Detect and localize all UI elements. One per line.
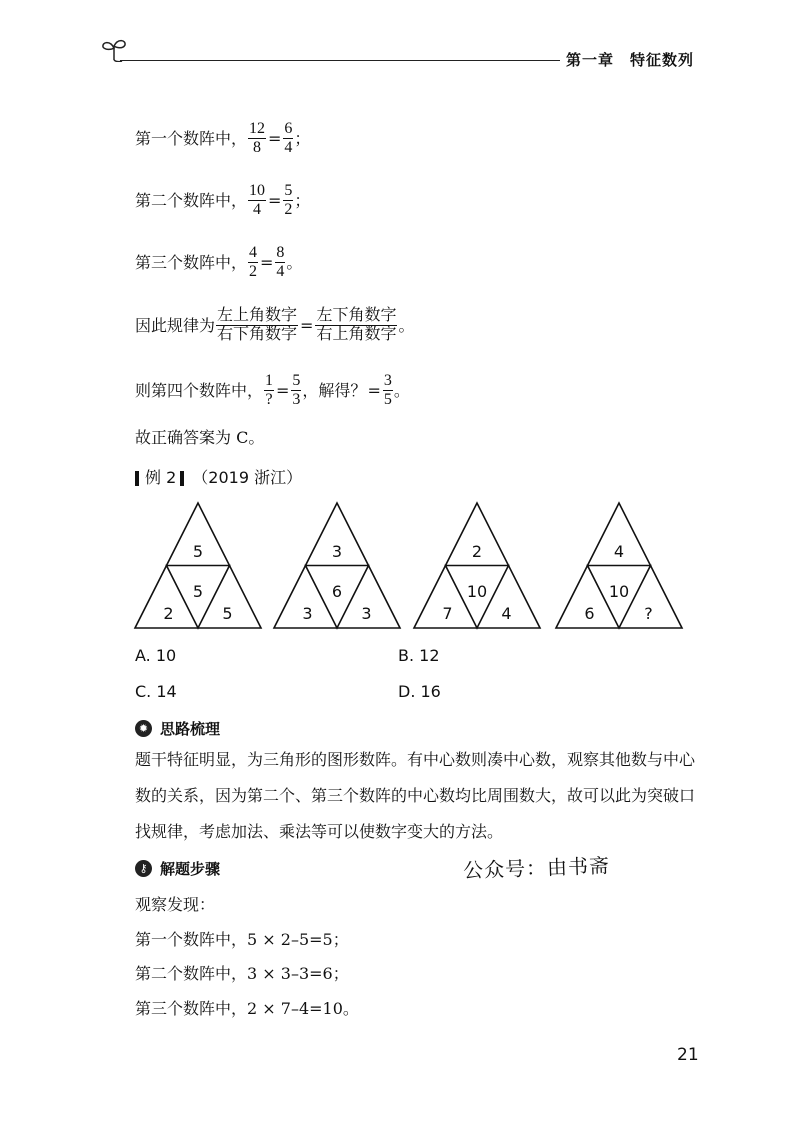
- fourth-line: 则第四个数阵中， $\frac{1}{?}$ = $\frac{5}{3}$ ，解得？ = $\frac{3}{5}$ 。: [135, 372, 410, 408]
- triangle-figure-3: [412, 501, 542, 630]
- answer-line: 故正确答案为 C。: [135, 428, 265, 447]
- triangle-figure-1: [133, 501, 263, 630]
- triangle-right-number: 4: [501, 604, 512, 623]
- rule-line: 因此规律为 $\frac{\text{左上角数字}}{\text{右下角数字}}$ = $\frac{\text{左下角数字}}{\text{右上角数字}}$ 。: [135, 307, 415, 343]
- steps-line-2: 第二个数阵中，3 × 3–3=6；: [135, 964, 349, 983]
- fraction: $\frac{\text{左下角数字}}{\text{右上角数字}}$: [316, 307, 397, 343]
- header-rule: [120, 60, 560, 61]
- handwritten-note: 公众号：由书斋: [462, 853, 611, 883]
- fraction: $\frac{6}{4}$: [284, 120, 293, 156]
- fraction: $\frac{1}{?}$: [265, 372, 274, 408]
- fraction: $\frac{5}{2}$: [284, 182, 293, 218]
- triangle-left-number: 3: [302, 604, 313, 623]
- line-prefix: 第一个数阵中，: [135, 128, 248, 148]
- triangle-top-number: 5: [192, 542, 204, 561]
- page-number: 21: [677, 1045, 699, 1065]
- fraction: $\frac{12}{8}$: [249, 120, 266, 156]
- thinking-title: ✹ 思路梳理: [135, 718, 220, 739]
- line-prefix: 第二个数阵中，: [135, 190, 248, 210]
- fraction: $\frac{\text{左上角数字}}{\text{右下角数字}}$: [217, 307, 298, 343]
- steps-line-1: 第一个数阵中，5 × 2–5=5；: [135, 930, 349, 949]
- triangle-right-number: ?: [644, 604, 653, 623]
- fraction: $\frac{8}{4}$: [276, 244, 285, 280]
- fraction: $\frac{5}{3}$: [292, 372, 301, 408]
- fraction: $\frac{3}{5}$: [383, 372, 392, 408]
- triangle-top-number: 4: [613, 542, 625, 561]
- sprout-icon: [100, 36, 128, 62]
- thinking-paragraph: 题干特征明显，为三角形的图形数阵。有中心数则凑中心数，观察其他数与中心数的关系，因为第二个、第三个数阵的中心数均比周围数大，故可以此为突破口找规律，考虑加法、乘法等可以使数字变大的方法。: [135, 750, 696, 841]
- triangle-top-number: 3: [331, 542, 343, 561]
- triangle-figure-2: [272, 501, 402, 630]
- steps-title: ⚷ 解题步骤: [135, 858, 220, 879]
- fraction: $\frac{4}{2}$: [249, 244, 258, 280]
- steps-line-3: 第三个数阵中，2 × 7–4=10。: [135, 999, 359, 1018]
- analysis-line-2: 第二个数阵中， $\frac{10}{4}$ = $\frac{5}{2}$ ；: [135, 182, 311, 218]
- steps-observe: 观察发现：: [135, 895, 216, 914]
- fraction: $\frac{10}{4}$: [249, 182, 266, 218]
- option-b[interactable]: B. 12: [398, 646, 440, 665]
- example-heading: [135, 468, 302, 488]
- option-d[interactable]: D. 16: [398, 682, 441, 701]
- triangle-center-number: 10: [466, 582, 488, 601]
- triangle-top-number: 2: [471, 542, 483, 561]
- example-source: （2019 浙江）: [192, 468, 303, 487]
- triangle-right-number: 5: [222, 604, 233, 623]
- triangle-center-number: 10: [608, 582, 630, 601]
- triangle-left-number: 7: [442, 604, 453, 623]
- triangle-figure-4: [554, 501, 684, 630]
- triangle-center-number: 6: [331, 582, 343, 601]
- key-icon: ⚷: [135, 860, 152, 877]
- triangle-center-number: 5: [192, 582, 204, 601]
- gear-icon: ✹: [135, 720, 152, 737]
- option-a[interactable]: A. 10: [135, 646, 177, 665]
- analysis-line-3: 第三个数阵中， $\frac{4}{2}$ = $\frac{8}{4}$ 。: [135, 244, 303, 280]
- analysis-line-1: 第一个数阵中， $\frac{12}{8}$ = $\frac{6}{4}$ ；: [135, 120, 311, 156]
- example-bar-right: [180, 471, 184, 486]
- triangle-left-number: 2: [163, 604, 174, 623]
- line-prefix: 第三个数阵中，: [135, 252, 248, 272]
- triangle-left-number: 6: [584, 604, 595, 623]
- triangle-right-number: 3: [361, 604, 372, 623]
- chapter-title: 第一章 特征数列: [566, 51, 695, 69]
- option-c[interactable]: C. 14: [135, 682, 177, 701]
- example-bar-left: [135, 471, 139, 486]
- example-label: 例 2: [145, 468, 177, 487]
